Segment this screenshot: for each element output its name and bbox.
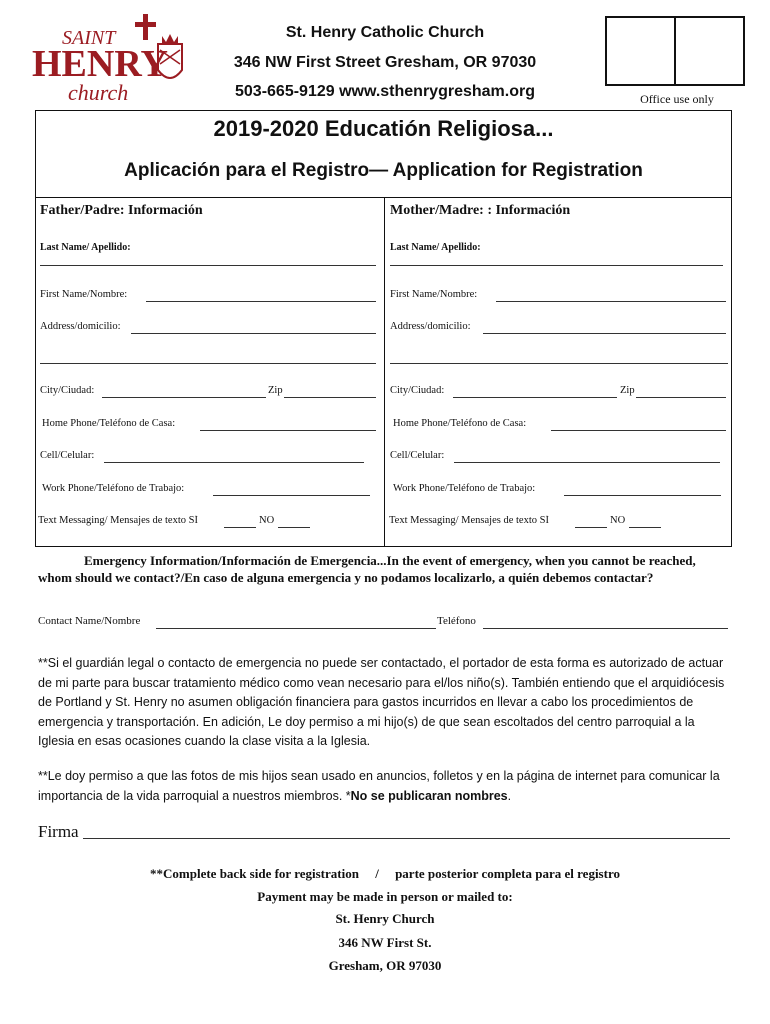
mother-last-name-label: Last Name/ Apellido: bbox=[390, 242, 481, 253]
form-subtitle: Aplicación para el Registro— Application for Registration bbox=[124, 160, 643, 181]
mother-city-field[interactable] bbox=[453, 397, 617, 398]
mother-heading: Mother/Madre: : Información bbox=[390, 203, 571, 218]
church-contact: 503-665-9129 www.sthenrygresham.org bbox=[235, 83, 535, 100]
logo-saint-text: SAINT bbox=[62, 27, 116, 49]
mother-home-phone-label: Home Phone/Teléfono de Casa: bbox=[393, 418, 527, 429]
logo-henry-text: HENRY bbox=[32, 43, 168, 85]
father-city-label: City/Ciudad: bbox=[40, 385, 95, 396]
signature-label: Firma bbox=[38, 822, 79, 841]
father-texting-no-label: NO bbox=[259, 515, 275, 526]
office-box-left bbox=[607, 18, 674, 84]
father-address-label: Address/domicilio: bbox=[40, 321, 121, 332]
office-use-label: Office use only bbox=[640, 92, 714, 106]
father-work-phone-label: Work Phone/Teléfono de Trabajo: bbox=[42, 483, 185, 494]
footer-line-1: **Complete back side for registration / parte posterior completa para el registro bbox=[150, 866, 620, 881]
father-address-field[interactable] bbox=[131, 333, 376, 334]
footer-line-5: Gresham, OR 97030 bbox=[328, 958, 442, 973]
footer-line-2: Payment may be made in person or mailed to: bbox=[257, 889, 513, 904]
mother-first-name-field[interactable] bbox=[496, 301, 726, 302]
emergency-contact-row bbox=[38, 615, 730, 627]
mother-texting-no-field[interactable] bbox=[629, 527, 661, 528]
contact-phone-label: Teléfono bbox=[437, 615, 476, 627]
mother-address-field-2[interactable] bbox=[390, 363, 728, 364]
footer-line-4: 346 NW First St. bbox=[338, 935, 432, 950]
father-zip-field[interactable] bbox=[284, 397, 376, 398]
father-texting-no-field[interactable] bbox=[278, 527, 310, 528]
father-last-name-field[interactable] bbox=[40, 265, 376, 266]
mother-work-phone-label: Work Phone/Teléfono de Trabajo: bbox=[393, 483, 536, 494]
father-home-phone-label: Home Phone/Teléfono de Casa: bbox=[42, 418, 176, 429]
contact-name-label: Contact Name/Nombre bbox=[38, 615, 141, 627]
footer-line-3: St. Henry Church bbox=[335, 911, 435, 926]
father-first-name-field[interactable] bbox=[146, 301, 376, 302]
column-divider bbox=[384, 197, 385, 547]
mother-last-name-field[interactable] bbox=[390, 265, 723, 266]
office-box-right bbox=[674, 18, 743, 84]
mother-texting-no-label: NO bbox=[610, 515, 626, 526]
consent-paragraph-2 bbox=[38, 767, 728, 806]
mother-zip-label: Zip bbox=[620, 385, 635, 396]
father-texting-yes-field[interactable] bbox=[224, 527, 256, 528]
consent-p2-text: **Le doy permiso a que las fotos de mis hijos sean usado en anuncios, folletos y en la página de internet para comunicar la importancia de la vida parroquial a nuestros miembros. * bbox=[38, 769, 720, 803]
father-first-name-label: First Name/Nombre: bbox=[40, 289, 128, 300]
mother-work-phone-field[interactable] bbox=[564, 495, 721, 496]
mother-cell-label: Cell/Celular: bbox=[390, 450, 445, 461]
mother-zip-field[interactable] bbox=[636, 397, 726, 398]
church-address: 346 NW First Street Gresham, OR 97030 bbox=[233, 54, 537, 71]
father-cell-label: Cell/Celular: bbox=[40, 450, 95, 461]
mother-address-field[interactable] bbox=[483, 333, 726, 334]
mother-texting-yes-field[interactable] bbox=[575, 527, 607, 528]
emergency-info bbox=[38, 552, 730, 586]
church-name: St. Henry Catholic Church bbox=[285, 24, 485, 41]
mother-first-name-label: First Name/Nombre: bbox=[390, 289, 478, 300]
father-heading: Father/Padre: Información bbox=[40, 203, 203, 218]
office-use-boxes bbox=[605, 16, 745, 86]
consent-p2-bold: No se publicaran nombres bbox=[350, 788, 508, 803]
mother-home-phone-field[interactable] bbox=[551, 430, 726, 431]
form-title: 2019-2020 Educatión Religiosa... bbox=[213, 116, 554, 141]
contact-name-field[interactable] bbox=[156, 628, 436, 629]
father-zip-label: Zip bbox=[268, 385, 283, 396]
father-work-phone-field[interactable] bbox=[213, 495, 370, 496]
father-texting-label: Text Messaging/ Mensajes de texto SÍ bbox=[38, 515, 198, 526]
mother-address-label: Address/domicilio: bbox=[390, 321, 471, 332]
father-address-field-2[interactable] bbox=[40, 363, 376, 364]
mother-cell-field[interactable] bbox=[454, 462, 720, 463]
father-last-name-label: Last Name/ Apellido: bbox=[40, 242, 131, 253]
emergency-text: Emergency Information/Información de Emergencia...In the event of emergency, when you cannot be reached, whom should we contact?/En caso de alguna emergencia y no podamos localizarlo, a quién debemos contactar? bbox=[38, 553, 696, 585]
contact-phone-field[interactable] bbox=[483, 628, 728, 629]
father-home-phone-field[interactable] bbox=[200, 430, 376, 431]
consent-paragraph-1: **Si el guardián legal o contacto de emergencia no puede ser contactado, el portador de esta forma es autorizado de actuar de mi parte para buscar tratamiento médico como vean necesario para el/los niño(s). También entiendo que el arquidiócesis de Portland y St. Henry no asumen obligación financiera para gastos incurridos en llevar a cabo los procedimientos de emergencia y transportación. En adición, Le doy permiso a mi hijo(s) de que sean escoltados del centro parroquial a la Iglesia en esas ocasiones cuando la clase visita a la Iglesia. bbox=[38, 656, 725, 748]
mother-texting-label: Text Messaging/ Mensajes de texto SÍ bbox=[389, 515, 549, 526]
logo-church-text: church bbox=[68, 80, 129, 105]
consent-p2-end: . bbox=[507, 788, 512, 803]
mother-city-label: City/Ciudad: bbox=[390, 385, 445, 396]
signature-field[interactable] bbox=[83, 838, 730, 839]
father-city-field[interactable] bbox=[102, 397, 266, 398]
father-cell-field[interactable] bbox=[104, 462, 364, 463]
